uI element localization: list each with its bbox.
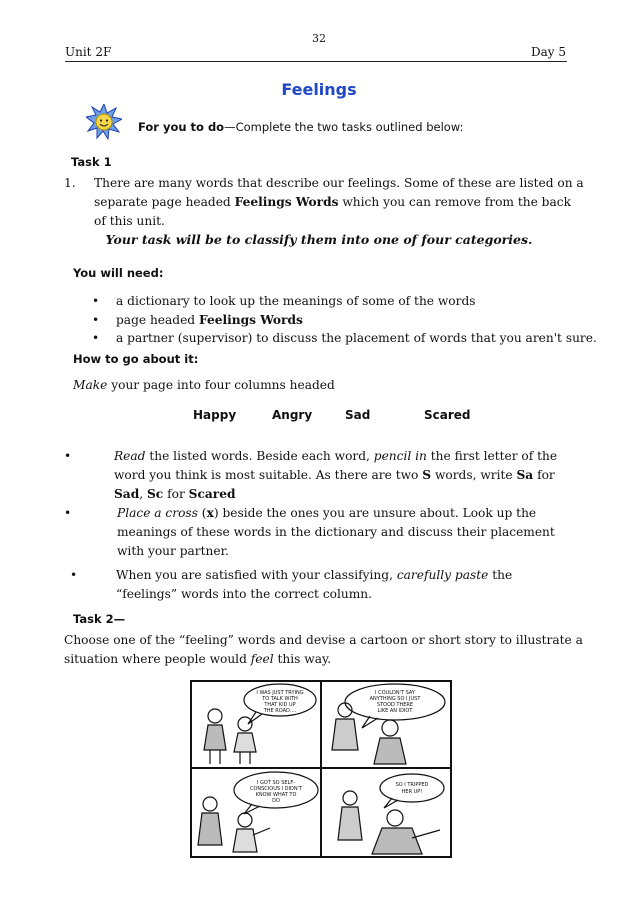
step-item: • When you are satisfied with your classifying, carefully paste the “feelings” words into the correct column. <box>70 566 590 604</box>
comic-bubble-text: SO I TRIPPED <box>395 782 429 788</box>
step-text-part: for <box>163 487 189 501</box>
task2-text-em: feel <box>250 652 274 666</box>
comic-bubble-text: I GOT SO SELF- <box>256 780 296 786</box>
column-heading-scared: Scared <box>424 408 471 422</box>
step-text-part: ( <box>197 506 207 520</box>
need-item-text: a partner (supervisor) to discuss the placement of words that you aren't sure. <box>116 331 597 345</box>
task1-heading: Task 1 <box>71 155 112 169</box>
svg-text:STOOD THERE: STOOD THERE <box>376 702 414 708</box>
task2-heading: Task 2— <box>73 612 126 626</box>
step-text-part: Read <box>114 449 146 463</box>
step-text-part: the listed words. Beside each word, <box>145 449 374 463</box>
task2-text-b: this way. <box>273 652 332 666</box>
day-label: Day 5 <box>530 45 566 59</box>
need-item-text: page headed <box>116 313 199 327</box>
step-text-part: words, write <box>431 468 517 482</box>
column-heading-sad: Sad <box>345 408 371 422</box>
task1-text-b: which you can remove from the back of this unit. <box>94 195 571 228</box>
svg-text:THE ROAD....: THE ROAD.... <box>263 708 297 714</box>
need-item-bold: Feelings Words <box>198 313 303 327</box>
step-text-part: When you are satisfied with your classifying, <box>116 568 397 582</box>
task2-text-a: Choose one of the “feeling” words and devise a cartoon or short story to illustrate a situation where people would <box>64 633 583 666</box>
classify-instruction: Your task will be to classify them into one of four categories. <box>105 232 533 247</box>
step-text-part: S <box>422 468 432 482</box>
make-em: Make <box>73 378 108 392</box>
step-text-part: carefully paste <box>396 568 489 582</box>
step-text-part: Scared <box>188 487 236 501</box>
svg-text:ANYTHING SO I JUST: ANYTHING SO I JUST <box>369 696 421 702</box>
step-text-part: Place a cross <box>117 506 198 520</box>
svg-text:LIKE AN IDIOT: LIKE AN IDIOT <box>377 708 413 714</box>
svg-text:HER UP!: HER UP! <box>401 789 423 795</box>
step-text-part: Sad <box>114 487 140 501</box>
intro-text: Complete the two tasks outlined below: <box>235 120 464 134</box>
svg-text:TO TALK WITH: TO TALK WITH <box>262 696 298 702</box>
step-text <box>117 504 577 561</box>
svg-text:KNOW WHAT TO: KNOW WHAT TO <box>255 792 297 798</box>
comic-bubble-text: I COULDN'T SAY <box>375 690 415 696</box>
make-rest: your page into four columns headed <box>107 378 335 392</box>
svg-text:DO: DO <box>272 798 280 804</box>
comic-strip <box>190 680 452 858</box>
page-number: 32 <box>312 32 326 45</box>
page-title: Feelings <box>281 80 357 99</box>
need-heading: You will need: <box>73 266 164 280</box>
task1-text <box>94 174 584 231</box>
how-heading: How to go about it: <box>73 352 199 366</box>
step-item: • Place a cross (x) beside the ones you are unsure about. Look up the meanings of these words in the dictionary and discuss their placement with your partner. <box>64 504 584 561</box>
step-text-part: the “feelings” words into the correct column. <box>116 568 513 601</box>
svg-text:CONSCIOUS I DIDN'T: CONSCIOUS I DIDN'T <box>249 786 303 792</box>
step-text-part: x <box>206 506 214 520</box>
svg-text:THAT KID UP: THAT KID UP <box>264 702 296 708</box>
task1-text-a: There are many words that describe our feelings. Some of these are listed on a separate page headed <box>94 176 584 209</box>
step-text <box>116 566 576 604</box>
step-text <box>114 447 574 504</box>
step-text-part: pencil in <box>373 449 427 463</box>
task2-text <box>64 631 584 669</box>
task1-number: 1. <box>64 176 76 190</box>
step-text-part: , <box>139 487 147 501</box>
task1-text-bold: Feelings Words <box>234 195 339 209</box>
column-heading-happy: Happy <box>193 408 237 422</box>
need-item-text: a dictionary to look up the meanings of some of the words <box>116 294 476 308</box>
step-text-part: Sa <box>516 468 534 482</box>
column-heading-angry: Angry <box>272 408 313 422</box>
step-item: • Read the listed words. Beside each word, pencil in the first letter of the word you think is most suitable. As there are two S words, write Sa for Sad, Sc for Scared <box>64 447 584 504</box>
intro-dash: — <box>224 120 236 134</box>
make-columns-text <box>73 378 335 392</box>
header-rule <box>65 61 567 62</box>
step-text-part: Sc <box>146 487 164 501</box>
step-text-part: ) beside the ones you are unsure about. Look up the meanings of these words in the dictionary and discuss their placement with your partner. <box>117 506 555 558</box>
intro-label: For you to do <box>138 120 225 134</box>
step-text-part: for <box>533 468 555 482</box>
comic-bubble-text: I WAS JUST TRYING <box>256 690 304 696</box>
step-text-part: the first letter of the word you think is most suitable. As there are two <box>114 449 558 482</box>
sun-icon <box>86 104 122 140</box>
unit-label: Unit 2F <box>65 45 112 59</box>
intro-instruction <box>138 120 463 134</box>
